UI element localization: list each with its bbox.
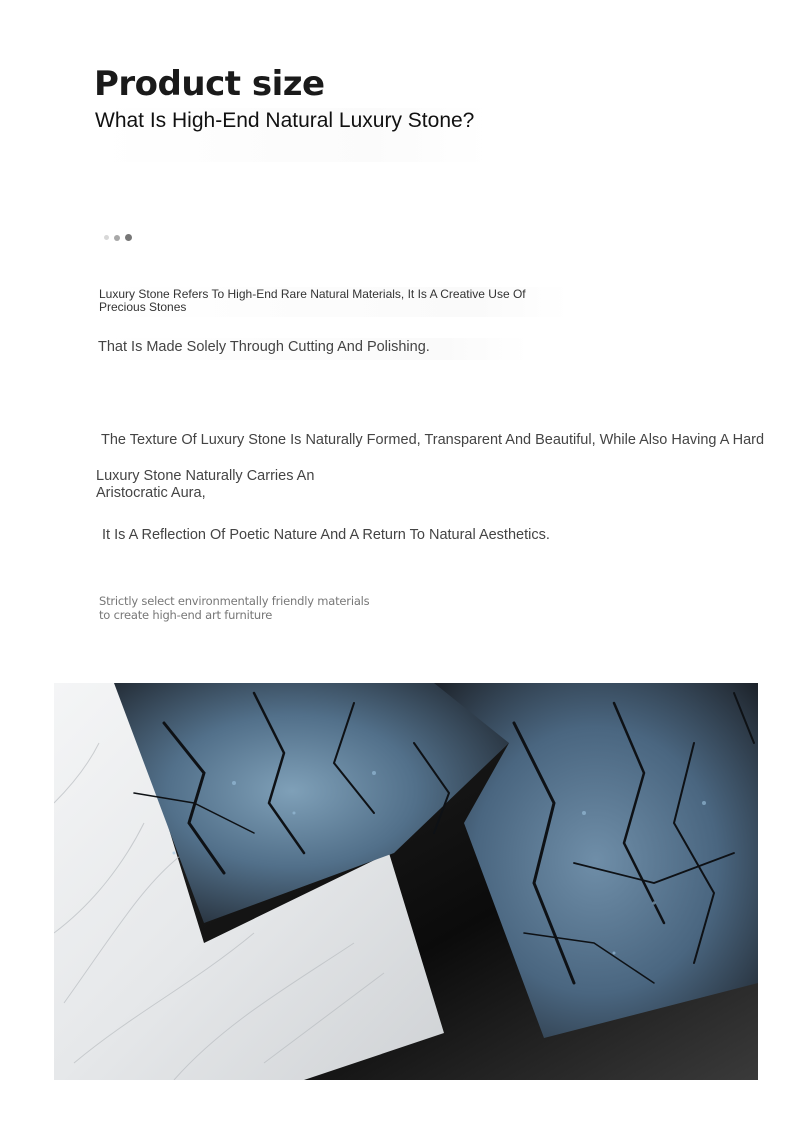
body-line-4: Luxury Stone Naturally Carries An Aristocratic Aura, — [96, 468, 315, 501]
carousel-indicator[interactable] — [104, 229, 137, 237]
stone-slabs-photo — [54, 683, 758, 1080]
carousel-dot-2[interactable] — [114, 235, 120, 241]
tagline-line-1: Strictly select environmentally friendly materials — [99, 594, 370, 608]
body-line-3: The Texture Of Luxury Stone Is Naturally Formed, Transparent And Beautiful, While Also Having A Hard — [101, 432, 765, 448]
tagline — [99, 594, 369, 622]
body-line-5: It Is A Reflection Of Poetic Nature And A Return To Natural Aesthetics. — [102, 527, 550, 543]
section-title: Product size — [94, 64, 325, 104]
body-line-2: That Is Made Solely Through Cutting And Polishing. — [98, 338, 528, 360]
carousel-dot-3[interactable] — [125, 234, 132, 241]
intro-paragraph: Luxury Stone Refers To High-End Rare Natural Materials, It Is A Creative Use Of Precious Stones — [99, 287, 569, 317]
page-headline: What Is High-End Natural Luxury Stone? — [95, 108, 490, 162]
tagline-line-2: to create high-end art furniture — [99, 608, 273, 622]
carousel-dot-1[interactable] — [104, 235, 109, 240]
